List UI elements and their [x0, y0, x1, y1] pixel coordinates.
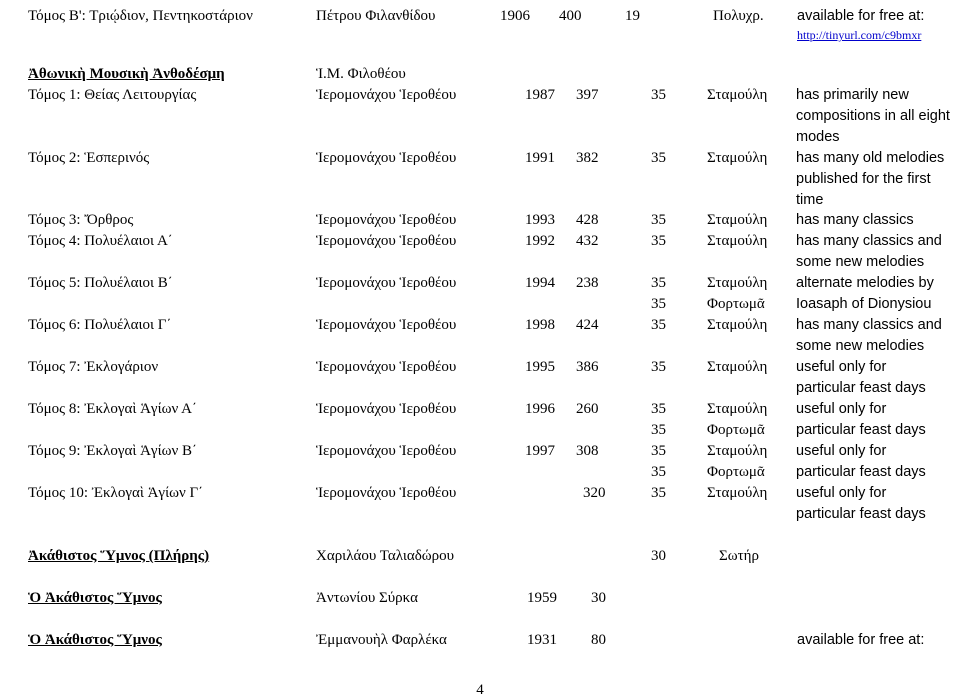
book-title: Ὁ Ἀκάθιστος Ὕμνος	[28, 632, 162, 648]
book-note: has many classics and some new melodies	[796, 233, 942, 270]
page-number: 4	[476, 682, 484, 698]
book-author: Χαριλάου Ταλιαδώρου	[316, 548, 455, 564]
book-pages: 432	[576, 233, 599, 249]
book-title: Τόμος 10: Ἐκλογαὶ Ἁγίων Γ΄	[28, 485, 204, 501]
book-note: useful only for particular feast days	[796, 485, 926, 522]
book-pages: 400	[559, 8, 582, 24]
book-note: available for free at:	[797, 8, 925, 24]
book-author: Ἱερομονάχου Ἱεροθέου	[316, 212, 457, 228]
section-author: Ἱ.Μ. Φιλοθέου	[316, 66, 406, 82]
book-author: Ἱερομονάχου Ἱεροθέου	[316, 401, 457, 417]
book-pages: 424	[576, 317, 599, 333]
book-year: 1998	[525, 317, 555, 333]
book-author: Ἀντωνίου Σύρκα	[316, 590, 418, 606]
book-year: 1996	[525, 401, 555, 417]
book-lines: 35	[651, 212, 666, 228]
book-lines: 35	[651, 87, 666, 103]
book-note: has primarily new compositions in all eight modes	[796, 87, 950, 145]
book-year: 1931	[527, 632, 557, 648]
book-author: Ἱερομονάχου Ἱεροθέου	[316, 233, 457, 249]
book-lines: 35	[651, 317, 666, 333]
book-notation: Σταμούλη	[707, 212, 768, 228]
book-pages: 238	[576, 275, 599, 291]
book-author: Ἱερομονάχου Ἱεροθέου	[316, 443, 457, 459]
book-author: Ἱερομονάχου Ἱεροθέου	[316, 359, 457, 375]
book-author: Ἐμμανουὴλ Φαρλέκα	[316, 632, 447, 648]
book-lines: 35	[651, 359, 666, 375]
book-author: Ἱερομονάχου Ἱεροθέου	[316, 485, 457, 501]
book-pages: 397	[576, 87, 599, 103]
book-title: Τόμος 1: Θείας Λειτουργίας	[28, 87, 197, 103]
book-author: Πέτρου Φιλανθίδου	[316, 8, 436, 24]
section-title: Ἀθωνικὴ Μουσικὴ Ἀνθοδέσμη	[28, 66, 225, 82]
book-pages: 386	[576, 359, 599, 375]
book-title: Τόμος 9: Ἐκλογαὶ Ἁγίων Β΄	[28, 443, 198, 459]
book-notation: Πολυχρ.	[713, 8, 764, 24]
book-notation: Σταμούλη	[707, 485, 768, 501]
book-year: 1906	[500, 8, 530, 24]
book-lines: 35 35	[651, 275, 666, 312]
book-year: 1987	[525, 87, 555, 103]
book-note: has many classics and some new melodies	[796, 317, 942, 354]
book-lines: 35	[651, 233, 666, 249]
book-year: 1959	[527, 590, 557, 606]
book-year: 1994	[525, 275, 555, 291]
book-author: Ἱερομονάχου Ἱεροθέου	[316, 317, 457, 333]
book-pages: 308	[576, 443, 599, 459]
book-lines: 35 35	[651, 401, 666, 438]
book-note: has many old melodies published for the first time	[796, 150, 945, 208]
book-year: 1995	[525, 359, 555, 375]
book-notation: Σταμούλη Φορτωμᾶ	[707, 275, 768, 312]
book-notation: Σταμούλη	[707, 317, 768, 333]
book-notation: Σταμούλη Φορτωμᾶ	[707, 401, 768, 438]
book-notation: Σταμούλη	[707, 233, 768, 249]
book-notation: Σταμούλη	[707, 87, 768, 103]
book-note: available for free at:	[797, 632, 925, 648]
book-pages: 428	[576, 212, 599, 228]
book-pages: 80	[591, 632, 606, 648]
book-title: Τόμος 6: Πολυέλαιοι Γ΄	[28, 317, 172, 333]
book-title: Τόμος 2: Ἑσπερινός	[28, 150, 150, 166]
book-title: Τόμος Β': Τριῴδιον, Πεντηκοστάριον	[28, 8, 253, 24]
book-notation: Σταμούλη	[707, 359, 768, 375]
book-lines: 35 35	[651, 443, 666, 480]
book-lines: 19	[625, 8, 640, 24]
book-lines: 35	[651, 150, 666, 166]
book-title: Τόμος 7: Ἐκλογάριον	[28, 359, 159, 375]
book-pages: 320	[583, 485, 606, 501]
book-title: Τόμος 5: Πολυέλαιοι Β΄	[28, 275, 173, 291]
book-year: 1997	[525, 443, 555, 459]
book-pages: 260	[576, 401, 599, 417]
book-author: Ἱερομονάχου Ἱεροθέου	[316, 150, 457, 166]
book-title: Τόμος 8: Ἐκλογαὶ Ἁγίων Α΄	[28, 401, 198, 417]
book-notation: Σταμούλη Φορτωμᾶ	[707, 443, 768, 480]
book-title: Ἀκάθιστος Ὕμνος (Πλήρης)	[28, 548, 210, 564]
book-title: Τόμος 4: Πολυέλαιοι Α΄	[28, 233, 173, 249]
book-note: alternate melodies by Ioasaph of Dionysiou	[796, 275, 934, 312]
book-lines: 35	[651, 485, 666, 501]
book-author: Ἱερομονάχου Ἱεροθέου	[316, 87, 457, 103]
book-lines: 30	[651, 548, 666, 564]
book-notation: Σωτήρ	[719, 548, 759, 564]
book-title: Ὁ Ἀκάθιστος Ὕμνος	[28, 590, 162, 606]
book-pages: 30	[591, 590, 606, 606]
book-year: 1992	[525, 233, 555, 249]
book-note: useful only for particular feast days	[796, 359, 926, 396]
book-author: Ἱερομονάχου Ἱεροθέου	[316, 275, 457, 291]
book-note: useful only for particular feast days	[796, 443, 926, 480]
book-link[interactable]: http://tinyurl.com/c9bmxr	[797, 28, 922, 42]
book-year: 1993	[525, 212, 555, 228]
book-notation: Σταμούλη	[707, 150, 768, 166]
book-pages: 382	[576, 150, 599, 166]
book-note: useful only for particular feast days	[796, 401, 926, 438]
book-note: has many classics	[796, 212, 914, 228]
book-title: Τόμος 3: Ὄρθρος	[28, 212, 134, 228]
book-year: 1991	[525, 150, 555, 166]
